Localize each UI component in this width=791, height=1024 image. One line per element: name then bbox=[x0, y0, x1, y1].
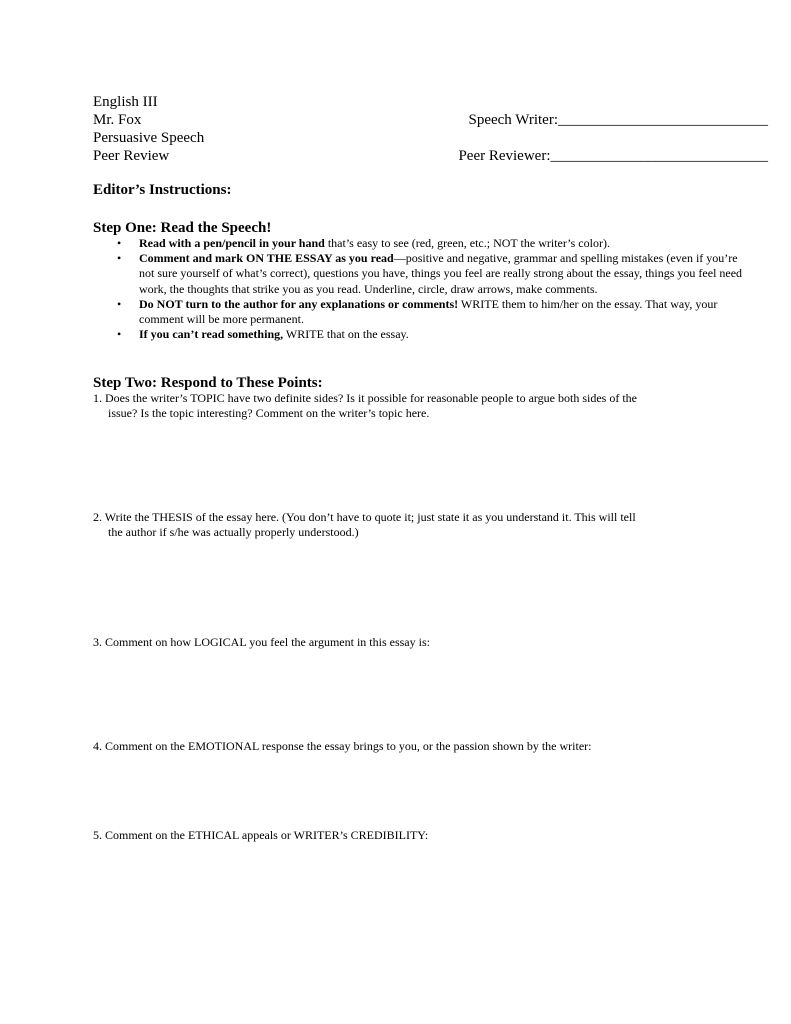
activity-name: Peer Review bbox=[93, 148, 170, 164]
question-thesis bbox=[93, 510, 713, 540]
bullet-item bbox=[139, 251, 749, 297]
question-line: 3. Comment on how LOGICAL you feel the argument in this essay is: bbox=[93, 635, 430, 649]
course-name: English III bbox=[93, 94, 158, 110]
question-line: 4. Comment on the EMOTIONAL response the essay brings to you, or the passion shown by the writer: bbox=[93, 739, 592, 753]
bullet-text: WRITE that on the essay. bbox=[283, 327, 409, 342]
question-topic bbox=[93, 391, 713, 421]
question-line: 5. Comment on the ETHICAL appeals or WRITER’s CREDIBILITY: bbox=[93, 828, 429, 842]
bullet-text: —positive and negative, grammar and spelling mistakes (even if you’re not sure yourself of what’s correct), questions you have, things you feel are really strong about the essay, things you feel need work, the thoughts that strike you as you read. Underline, circle, draw arrows, make comments. bbox=[139, 251, 743, 296]
step-one-bullet-list bbox=[93, 236, 749, 342]
bullet-bold-text: Read with a pen/pencil in your hand bbox=[139, 236, 325, 250]
peer-reviewer-field[interactable]: Peer Reviewer:_____________________________ bbox=[458, 148, 768, 164]
bullet-item bbox=[139, 327, 749, 342]
bullet-text: WRITE them to him/her on the essay. That way, your comment will be more permanent. bbox=[139, 296, 718, 327]
question-line: 2. Write the THESIS of the essay here. (You don’t have to quote it; just state it as you understand it. This will tell bbox=[93, 510, 636, 524]
assignment-name: Persuasive Speech bbox=[93, 130, 205, 146]
question-logical bbox=[93, 635, 713, 650]
bullet-bold-text: Do NOT turn to the author for any explanations or comments! bbox=[139, 296, 459, 311]
bullet-bold-text: If you can’t read something, bbox=[139, 327, 284, 342]
step-two-heading: Step Two: Respond to These Points: bbox=[93, 375, 323, 391]
bullet-item bbox=[139, 236, 749, 251]
speech-writer-field[interactable]: Speech Writer:____________________________ bbox=[468, 112, 768, 128]
question-continuation: the author if s/he was actually properly understood.) bbox=[108, 525, 359, 540]
question-emotional bbox=[93, 739, 713, 754]
step-one-heading: Step One: Read the Speech! bbox=[93, 220, 272, 236]
question-line: 1. Does the writer’s TOPIC have two definite sides? Is it possible for reasonable people to argue both sides of the bbox=[93, 391, 637, 405]
editor-instructions-heading: Editor’s Instructions: bbox=[93, 182, 232, 198]
bullet-bold-text: Comment and mark ON THE ESSAY as you read bbox=[139, 251, 394, 266]
question-continuation: issue? Is the topic interesting? Comment on the writer’s topic here. bbox=[108, 406, 430, 421]
bullet-item bbox=[139, 297, 749, 327]
question-ethical bbox=[93, 828, 713, 843]
bullet-text: that’s easy to see (red, green, etc.; NOT the writer’s color). bbox=[324, 236, 610, 250]
teacher-name: Mr. Fox bbox=[93, 112, 142, 128]
